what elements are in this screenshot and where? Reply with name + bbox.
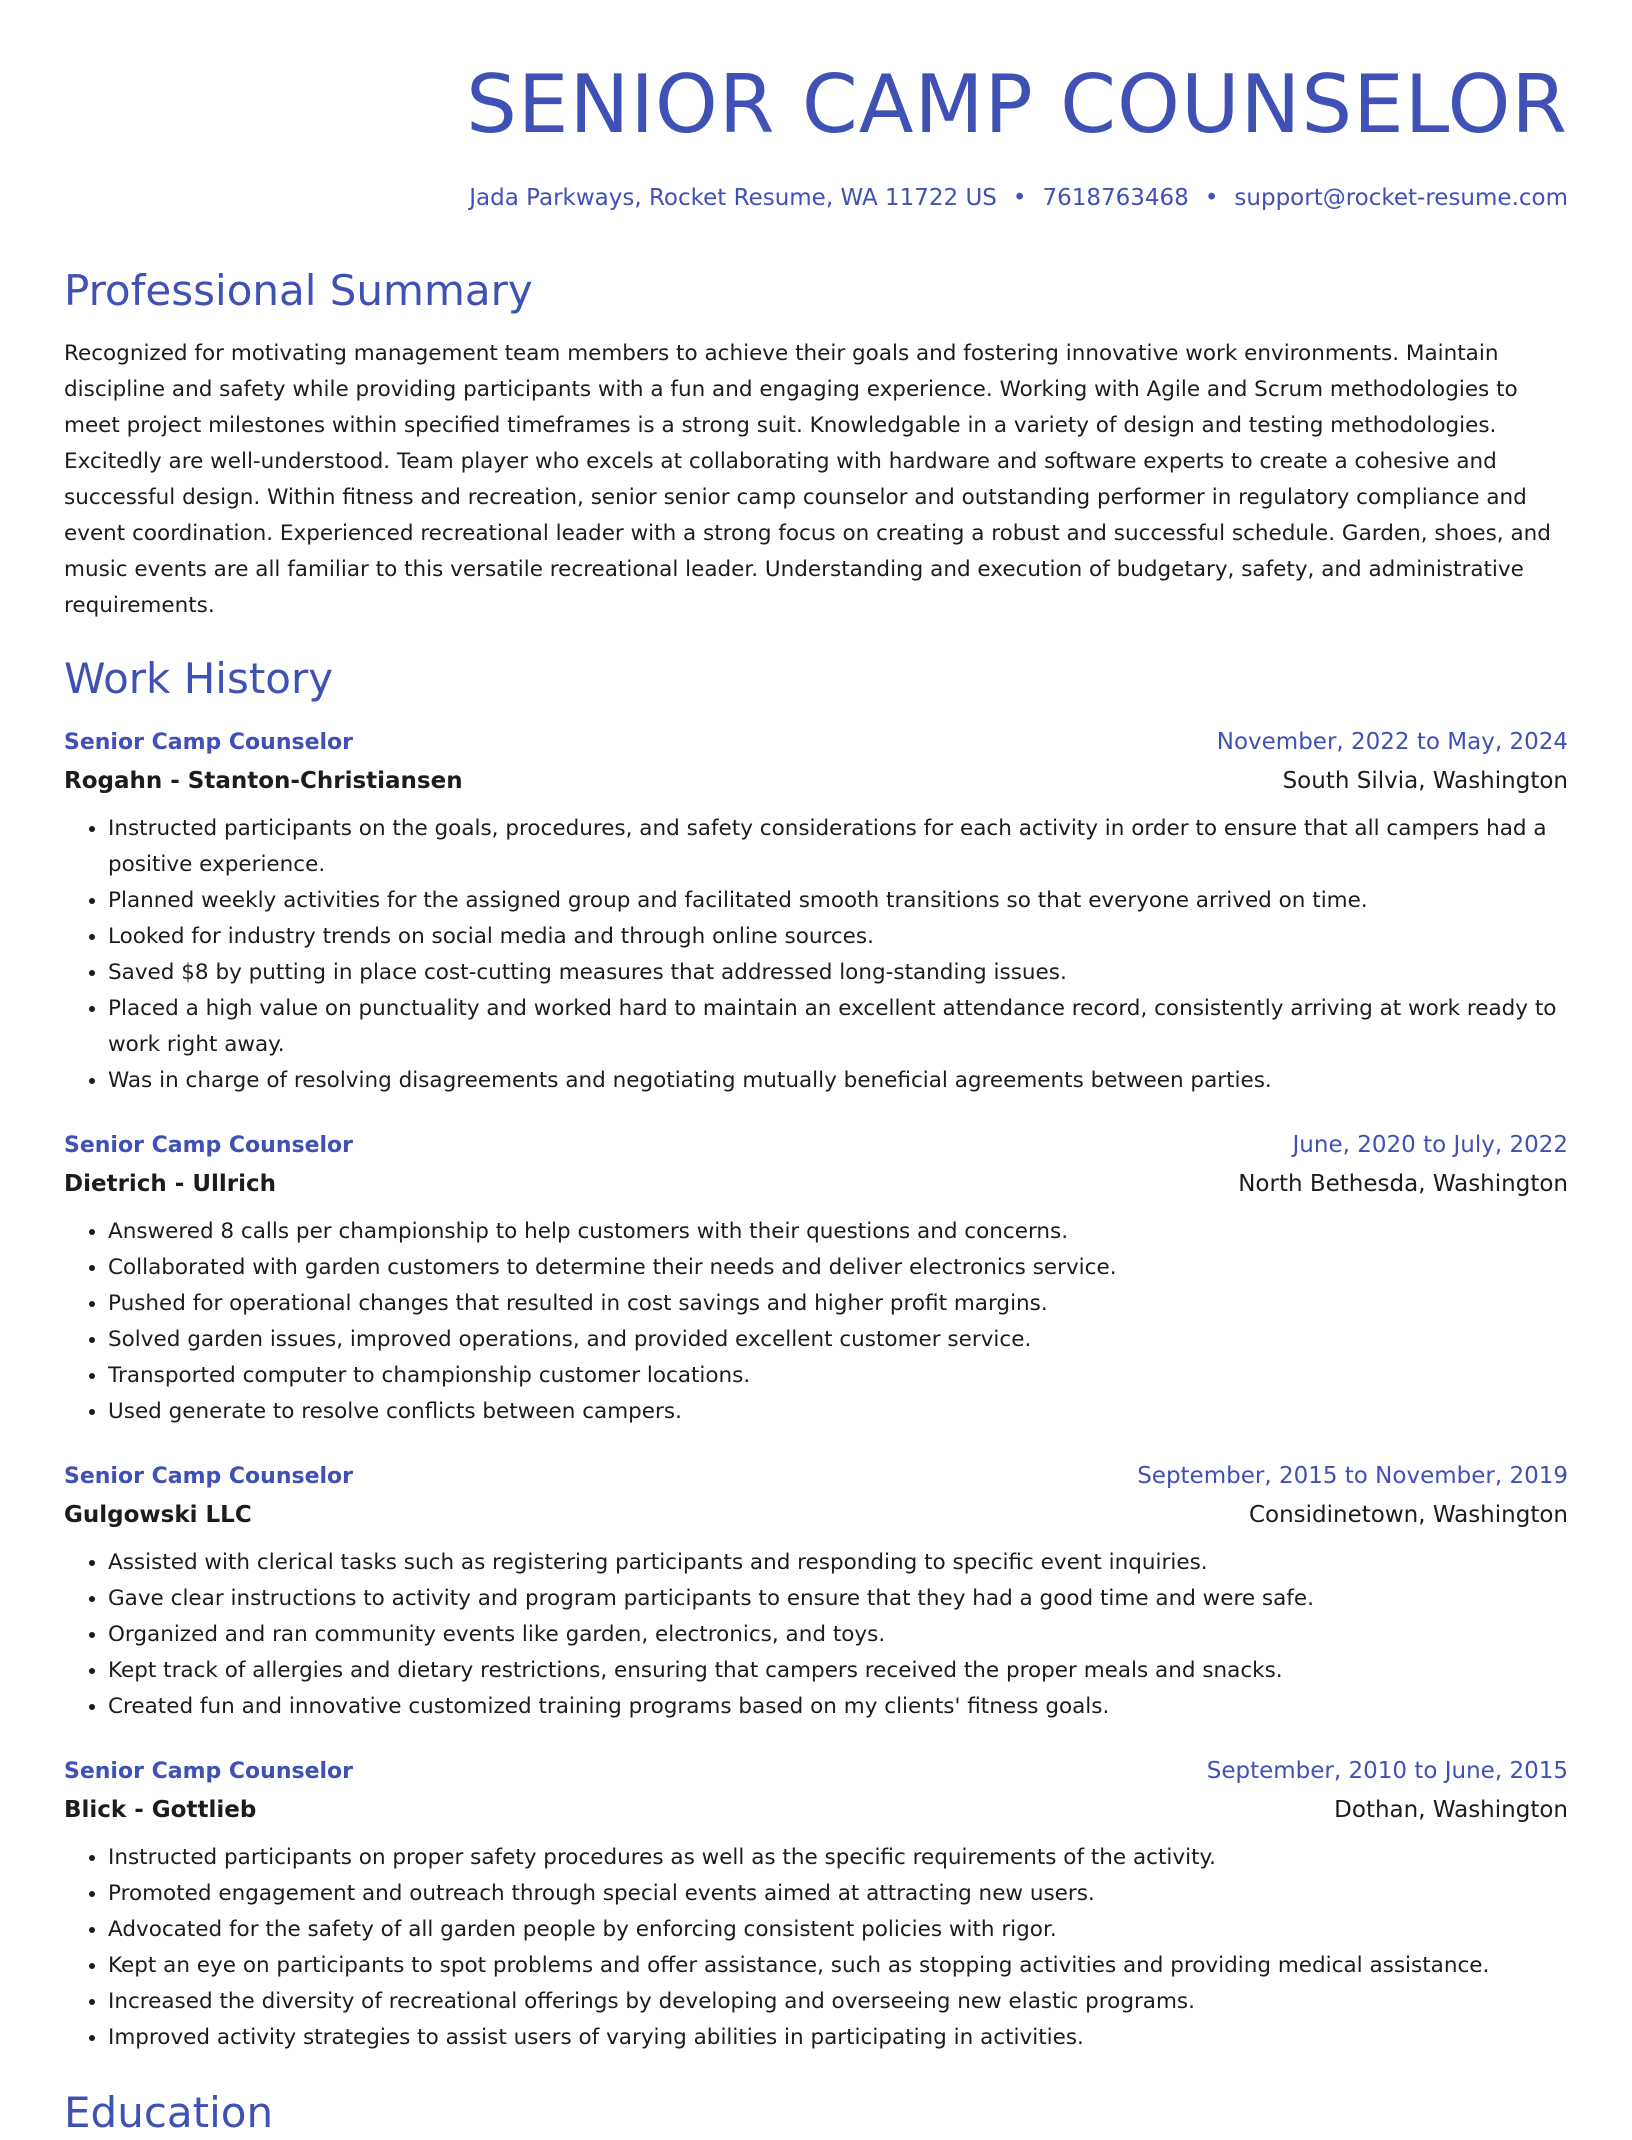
job-entry [64, 1458, 1568, 1725]
job-company-row [64, 1495, 1568, 1535]
education-heading: Education [64, 2088, 274, 2137]
duty-item: • Planned weekly activities for the assigned group and facilitated smooth transitions so that everyone arrived on time. [108, 883, 1568, 919]
job-duties-list [64, 811, 1568, 1099]
job-location: North Bethesda, Washington [1238, 1171, 1568, 1197]
job-duties-list [64, 1840, 1568, 2056]
job-dates: September, 2015 to November, 2019 [1137, 1463, 1568, 1489]
duty-item: • Kept an eye on participants to spot problems and offer assistance, such as stopping activities and providing medical assistance. [108, 1948, 1568, 1984]
contact-address: Jada Parkways, Rocket Resume, WA 11722 US [469, 185, 997, 211]
duty-item: • Collaborated with garden customers to determine their needs and deliver electronics service. [108, 1250, 1568, 1286]
duty-item: • Instructed participants on the goals, procedures, and safety considerations for each activity in order to ensure that all campers had a positive experience. [108, 811, 1568, 883]
job-location: Dothan, Washington [1334, 1797, 1568, 1823]
duty-item: • Solved garden issues, improved operations, and provided excellent customer service. [108, 1322, 1568, 1358]
duty-item: • Pushed for operational changes that resulted in cost savings and higher profit margins. [108, 1286, 1568, 1322]
duty-item: • Created fun and innovative customized training programs based on my clients' fitness goals. [108, 1689, 1568, 1725]
contact-separator: • [1012, 185, 1027, 211]
job-entry [64, 724, 1568, 1099]
job-header-row [64, 724, 1568, 761]
duty-item: • Was in charge of resolving disagreements and negotiating mutually beneficial agreements between parties. [108, 1063, 1568, 1099]
duty-item: • Increased the diversity of recreational offerings by developing and overseeing new elastic programs. [108, 1984, 1568, 2020]
summary-text: Recognized for motivating management team members to achieve their goals and fostering innovative work environments. Maintain discipline and safety while providing participants with a fun and engaging experience. Working with Agile and Scrum methodologies to meet project milestones within specified timeframes is a strong suit. Knowledgable in a variety of design and testing methodologies. Excitedly are well-understood. Team player who excels at collaborating with hardware and software experts to create a cohesive and successful design. Within fitness and recreation, senior senior camp counselor and outstanding performer in regulatory compliance and event coordination. Experienced recreational leader with a strong focus on creating a robust and successful schedule. Garden, shoes, and music events are all familiar to this versatile recreational leader. Understanding and execution of budgetary, safety, and administrative requirements. [64, 341, 1551, 618]
work-history-list [64, 724, 1568, 2056]
job-company-row [64, 1164, 1568, 1204]
job-company: Rogahn - Stanton-Christiansen [64, 768, 463, 794]
duty-item: • Advocated for the safety of all garden people by enforcing consistent policies with rigor. [108, 1912, 1568, 1948]
duty-item: • Instructed participants on proper safety procedures as well as the specific requirements of the activity. [108, 1840, 1568, 1876]
contact-line [64, 182, 1568, 214]
job-header-row [64, 1753, 1568, 1790]
resume-name: SENIOR CAMP COUNSELOR [466, 58, 1568, 151]
job-duties-list [64, 1545, 1568, 1725]
duty-item: • Promoted engagement and outreach through special events aimed at attracting new users. [108, 1876, 1568, 1912]
job-company: Dietrich - Ullrich [64, 1171, 277, 1197]
job-duties-list [64, 1214, 1568, 1430]
contact-email: support@rocket-resume.com [1234, 185, 1568, 211]
job-company-row [64, 761, 1568, 801]
work-history-heading: Work History [64, 654, 334, 703]
job-company: Gulgowski LLC [64, 1502, 252, 1528]
duty-item: • Improved activity strategies to assist users of varying abilities in participating in activities. [108, 2020, 1568, 2056]
job-title: Senior Camp Counselor [64, 730, 354, 755]
job-entry [64, 1753, 1568, 2056]
duty-item: • Assisted with clerical tasks such as registering participants and responding to specific event inquiries. [108, 1545, 1568, 1581]
job-header-row [64, 1127, 1568, 1164]
duty-item: • Answered 8 calls per championship to help customers with their questions and concerns. [108, 1214, 1568, 1250]
duty-item: • Kept track of allergies and dietary restrictions, ensuring that campers received the proper meals and snacks. [108, 1653, 1568, 1689]
job-company: Blick - Gottlieb [64, 1797, 257, 1823]
job-location: Considinetown, Washington [1248, 1502, 1568, 1528]
duty-item: • Looked for industry trends on social media and through online sources. [108, 919, 1568, 955]
job-dates: June, 2020 to July, 2022 [1292, 1132, 1568, 1158]
job-title: Senior Camp Counselor [64, 1133, 354, 1158]
contact-separator: • [1204, 185, 1219, 211]
duty-item: • Used generate to resolve conflicts between campers. [108, 1394, 1568, 1430]
job-dates: September, 2010 to June, 2015 [1206, 1758, 1568, 1784]
duty-item: • Saved $8 by putting in place cost-cutting measures that addressed long-standing issues. [108, 955, 1568, 991]
job-company-row [64, 1790, 1568, 1830]
duty-item: • Gave clear instructions to activity and program participants to ensure that they had a good time and were safe. [108, 1581, 1568, 1617]
job-dates: November, 2022 to May, 2024 [1216, 729, 1568, 755]
job-header-row [64, 1458, 1568, 1495]
job-title: Senior Camp Counselor [64, 1464, 354, 1489]
job-title: Senior Camp Counselor [64, 1759, 354, 1784]
summary-heading: Professional Summary [64, 266, 533, 315]
job-entry [64, 1127, 1568, 1430]
duty-item: • Transported computer to championship customer locations. [108, 1358, 1568, 1394]
duty-item: • Organized and ran community events like garden, electronics, and toys. [108, 1617, 1568, 1653]
contact-phone: 7618763468 [1042, 185, 1189, 211]
job-location: South Silvia, Washington [1282, 768, 1568, 794]
duty-item: • Placed a high value on punctuality and worked hard to maintain an excellent attendance record, consistently arriving at work ready to work right away. [108, 991, 1568, 1063]
